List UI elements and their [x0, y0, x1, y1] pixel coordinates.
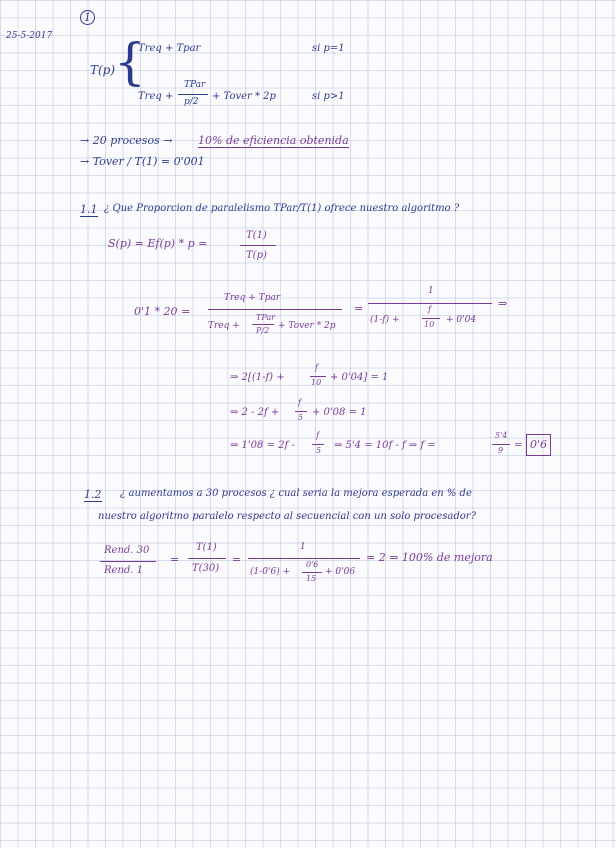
- q2-question-line1: ¿ aumentamos a 30 procesos ¿ cual seria la mejora esperada en % de: [120, 488, 472, 499]
- t-den: T(30): [192, 563, 220, 574]
- eq-den2-a: (1-f) +: [370, 315, 400, 325]
- eq-den1-frac-num: TPar: [256, 313, 275, 322]
- eq-den2-frac-num: f: [428, 305, 431, 314]
- speedup-frac-line: [240, 245, 276, 246]
- eq-frac2-line: [368, 303, 492, 304]
- q2-number: 1.2: [84, 488, 102, 501]
- date: 25-5-2017: [6, 31, 53, 41]
- eq-lhs: 0'1 * 20 =: [134, 305, 191, 318]
- eq-den1-a: Treq +: [208, 321, 240, 331]
- note-line2: → Tover / T(1) = 0'001: [80, 155, 205, 168]
- brace: {: [114, 33, 146, 91]
- note-line1-prefix: → 20 procesos →: [80, 134, 173, 147]
- q1-question: ¿ Que Proporcion de paralelismo TPar/T(1) ofrece nuestro algoritmo ?: [104, 203, 460, 214]
- step1-a: ⇒ 2[(1-f) +: [230, 372, 285, 383]
- f-den-frac-num: 0'6: [306, 560, 319, 569]
- page-number: 1: [80, 10, 95, 25]
- case1-expr: Treq + Tpar: [138, 43, 201, 54]
- t-frac-line: [188, 558, 226, 559]
- case2-rest: + Tover * 2p: [212, 91, 276, 102]
- f-num: 1: [300, 542, 306, 552]
- step3-frac2-line: [492, 444, 510, 445]
- step3-frac2-num: 5'4: [495, 431, 508, 440]
- speedup-lhs: S(p) = Ef(p) * p =: [108, 237, 208, 250]
- ratio-frac-line: [100, 561, 156, 562]
- step1-b: + 0'04] = 1: [330, 372, 389, 383]
- step2-frac-line: [295, 411, 307, 412]
- case2-term1: Treq +: [138, 91, 174, 102]
- note-line1-highlight: 10% de eficiencia obtenida: [198, 134, 349, 147]
- result-box: 0'6: [526, 434, 551, 456]
- step3-equals: =: [514, 440, 523, 451]
- q2-question-line2: nuestro algoritmo paralelo respecto al secuencial con un solo procesador?: [98, 511, 476, 522]
- eq-num2: 1: [428, 286, 434, 296]
- step3-frac-num: f: [316, 431, 319, 440]
- step3-frac-den: 5: [316, 446, 322, 455]
- case1-cond: si p=1: [312, 43, 345, 54]
- q2-result: = 2 ⇒ 100% de mejora: [366, 551, 493, 564]
- f-frac-line: [248, 558, 360, 559]
- ratio-den: Rend. 1: [104, 565, 144, 576]
- case2-cond: si p>1: [312, 91, 345, 102]
- step2-a: ⇒ 2 - 2f +: [230, 407, 280, 418]
- t-num: T(1): [196, 542, 217, 553]
- f-den-a: (1-0'6) +: [250, 567, 291, 577]
- eq-den2-frac-den: 10: [424, 320, 435, 329]
- eq2: =: [232, 553, 242, 566]
- step1-frac-den: 10: [311, 378, 322, 387]
- eq-den2-frac-line: [422, 318, 440, 319]
- definition-lhs: T(p): [90, 63, 116, 77]
- eq-num1: Treq + Tpar: [224, 293, 281, 303]
- eq-arrow: ⇒: [498, 297, 508, 310]
- step1-frac-num: f: [315, 363, 318, 372]
- step1-frac-line: [310, 376, 326, 377]
- eq-den1-frac-line: [252, 324, 274, 325]
- eq-den1-b: + Tover * 2p: [278, 321, 336, 331]
- f-den-b: + 0'06: [325, 567, 356, 577]
- step3-frac-line: [312, 444, 324, 445]
- step3-a: ⇒ 1'08 = 2f -: [230, 440, 295, 451]
- f-den-frac-den: 15: [306, 574, 317, 583]
- eq-den2-b: + 0'04: [446, 315, 477, 325]
- f-den-frac-line: [302, 572, 322, 573]
- case2-frac-num: TPar: [184, 80, 206, 90]
- eq-den1-frac-den: P/2: [256, 326, 270, 335]
- step2-frac-num: f: [298, 398, 301, 407]
- speedup-den: T(p): [246, 250, 267, 261]
- step3-frac2-den: 9: [498, 446, 504, 455]
- case2-frac-line: [178, 94, 208, 95]
- eq-equals: =: [354, 302, 364, 315]
- step2-frac-den: 5: [298, 413, 304, 422]
- eq-frac1-line: [208, 309, 342, 310]
- step2-b: + 0'08 = 1: [312, 407, 367, 418]
- case2-frac-den: p/2: [184, 97, 199, 107]
- speedup-num: T(1): [246, 230, 267, 241]
- eq1: =: [170, 553, 180, 566]
- step3-b: ⇒ 5'4 = 10f - f ⇒ f =: [334, 440, 436, 451]
- ratio-num: Rend. 30: [104, 545, 150, 556]
- q1-number: 1.1: [80, 203, 98, 216]
